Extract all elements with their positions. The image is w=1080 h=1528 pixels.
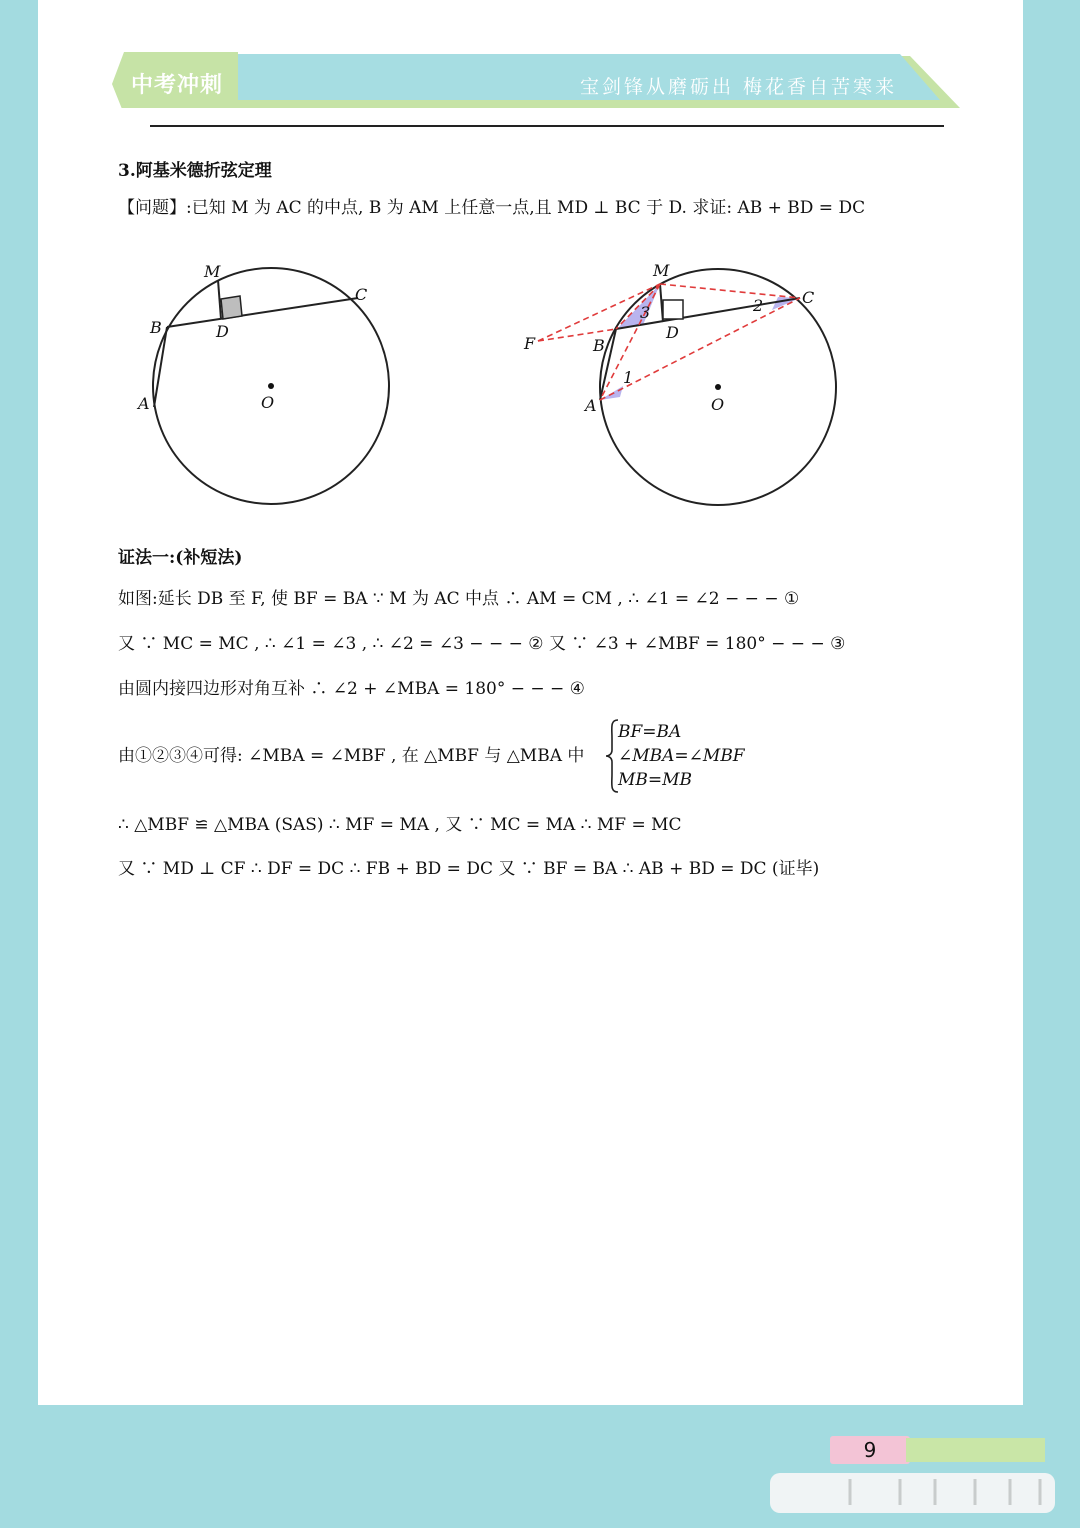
right-angle-mark <box>663 300 683 319</box>
chord-ab <box>154 327 167 407</box>
proof-line-4: 由①②③④可得: ∠MBA = ∠MBF , 在 △MBF 与 △MBA 中 <box>118 746 585 766</box>
label-o: O <box>261 393 275 412</box>
label-d: D <box>216 322 229 341</box>
right-angle-mark <box>221 296 242 319</box>
label-c: C <box>355 285 368 304</box>
proof-line-1: 如图:延长 DB 至 F, 使 BF = BA ∵ M 为 AC 中点 ∴ AM = CM , ∴ ∠1 = ∠2 − − − ① <box>118 589 800 609</box>
figure-left <box>130 255 410 515</box>
figure-right <box>520 255 850 515</box>
label-a: A <box>585 396 597 415</box>
label-d: D <box>666 323 679 342</box>
section-title: 3.阿基米德折弦定理 <box>118 161 272 181</box>
center-point <box>268 383 274 389</box>
label-c: C <box>802 288 815 307</box>
proof-line-2: 又 ∵ MC = MC , ∴ ∠1 = ∠3 , ∴ ∠2 = ∠3 − − − ② 又 ∵ ∠3 + ∠MBF = 180° − − − ③ <box>118 634 846 654</box>
system-eq-2: ∠MBA=∠MBF <box>618 746 745 766</box>
problem-statement: 【问题】:已知 M 为 AC 的中点, B 为 AM 上任意一点,且 MD ⊥ BC 于 D. 求证: AB + BD = DC <box>118 198 866 218</box>
proof-line-5: ∴ △MBF ≌ △MBA (SAS) ∴ MF = MA , 又 ∵ MC = MA ∴ MF = MC <box>118 815 682 835</box>
label-m: M <box>653 261 670 280</box>
header-badge: 中考冲刺 <box>130 72 223 98</box>
label-b: B <box>593 336 605 355</box>
header-rule <box>150 125 944 127</box>
label-f: F <box>524 334 536 353</box>
label-angle-1: 1 <box>623 368 634 387</box>
proof-line-3: 由圆内接四边形对角互补 ∴ ∠2 + ∠MBA = 180° − − − ④ <box>118 679 585 699</box>
proof-line-6: 又 ∵ MD ⊥ CF ∴ DF = DC ∴ FB + BD = DC 又 ∵ BF = BA ∴ AB + BD = DC (证毕) <box>118 859 820 879</box>
label-angle-3: 3 <box>640 303 651 322</box>
system-eq-3: MB=MB <box>618 770 693 790</box>
chord-bc <box>167 298 358 327</box>
watermark-smudge <box>760 1465 1060 1520</box>
label-o: O <box>711 395 725 414</box>
label-m: M <box>204 262 221 281</box>
header-motto: 宝剑锋从磨砺出 梅花香自苦寒来 <box>580 76 898 98</box>
label-angle-2: 2 <box>753 296 764 315</box>
label-a: A <box>138 394 150 413</box>
system-eq-1: BF=BA <box>618 722 682 742</box>
center-point <box>715 384 721 390</box>
proof-title: 证法一:(补短法) <box>118 548 243 568</box>
label-b: B <box>150 318 162 337</box>
page-number: 9 <box>863 1438 877 1462</box>
